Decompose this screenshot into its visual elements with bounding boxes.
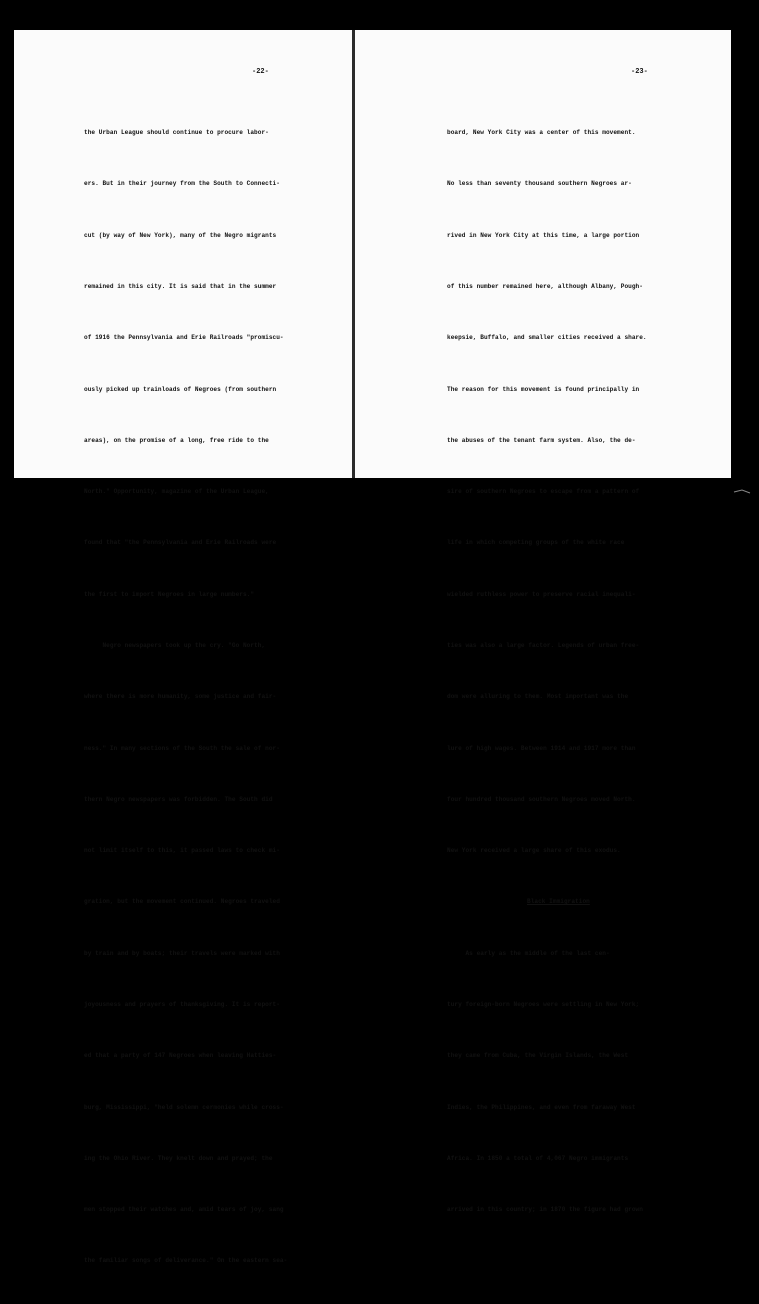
text-line: remained in this city. It is said that in the summer [84,283,277,291]
text-line: found that "the Pennsylvania and Erie Railroads were [84,539,277,547]
page-body [84,90,287,1304]
scan-border-left [0,0,14,506]
text-line: New York received a large share of this exodus. [447,847,621,855]
text-line: ness." In many sections of the South the sale of nor- [84,744,280,752]
text-line: lure of high wages. Between 1914 and 1917 more than [447,744,636,752]
text-line: burg, Mississippi, "held solemn cermonies while cross- [84,1103,284,1111]
text-line: not limit itself to this, it passed laws to check mi- [84,847,280,855]
text-line: thern Negro newspapers was forbidden. The South did [84,795,273,803]
text-line: the familiar songs of deliverance." On the eastern sea- [84,1257,288,1265]
text-line: ties was also a large factor. Legends of urban free- [447,642,640,649]
text-line: where there is more humanity, some justice and fair- [84,693,277,701]
text-line: North." Opportunity, magazine of the Urban League, [84,488,269,496]
scan-border-right [731,0,759,506]
text-line: wielded ruthless power to preserve racial inequali- [447,590,636,598]
text-line: of 1916 the Pennsylvania and Erie Railroads "promiscu- [84,334,284,342]
section-heading: Black Immigration [527,898,590,906]
page-number: -22- [252,68,269,76]
text-line: life in which competing groups of the white race [447,539,625,547]
text-line: keepsie, Buffalo, and smaller cities received a share. [447,334,647,342]
text-line: they came from Cuba, the Virgin Islands, the West [447,1052,629,1060]
text-line: the abuses of the tenant farm system. Also, the de- [447,436,636,444]
page-number: -23- [631,68,648,76]
text-line: cut (by way of New York), many of the Negro migrants [84,231,277,239]
text-line: four hundred thousand southern Negroes moved North. [447,795,636,803]
text-line: sire of southern Negroes to escape from a pattern of [447,488,640,496]
text-line: ing the Ohio River. They knelt down and prayed; the [84,1154,273,1162]
right-page [355,30,731,1214]
scan-border-top [0,0,759,30]
text-line: No less than seventy thousand southern Negroes ar- [447,180,632,188]
text-line: Negro newspapers took up the cry. "Go North, [84,642,266,649]
text-line: joyousness and prayers of thanksgiving. It is report- [84,1000,280,1008]
text-line: ously picked up trainloads of Negroes (from southern [84,385,277,393]
text-line: Africa. In 1850 a total of 4,067 Negro immigrants [447,1154,629,1162]
text-line: The reason for this movement is found principally in [447,385,640,393]
page-body [447,90,647,1252]
text-line: Indies, the Philippines, and even from faraway West [447,1103,636,1111]
text-line: board, New York City was a center of this movement. [447,129,636,137]
text-line: the first to import Negroes in large numbers." [84,590,255,598]
text-line: arrived in this country; in 1870 the figure had grown [447,1206,643,1214]
text-line: areas), on the promise of a long, free ride to the [84,436,269,444]
text-line: dom were alluring to them. Most important was the [447,693,629,701]
text-line: rived in New York City at this time, a large portion [447,231,640,239]
text-line: of this number remained here, although Albany, Pough- [447,283,643,291]
text-line: men stopped their watches and, amid tears of joy, sang [84,1206,284,1214]
scan-corner-mark [732,488,752,496]
text-line: ers. But in their journey from the South to Connecti- [84,180,280,188]
text-line: gration, but the movement continued. Negroes traveled [84,898,280,906]
text-line: the Urban League should continue to procure labor- [84,129,269,137]
text-line: ed that a party of 147 Negroes when leaving Hatties- [84,1052,277,1060]
left-page [14,30,353,1265]
text-line: by train and by boats; their travels were marked with [84,949,280,957]
text-line: As early as the middle of the last cen- [447,949,610,957]
text-line: tury foreign-born Negroes were settling in New York; [447,1000,640,1008]
